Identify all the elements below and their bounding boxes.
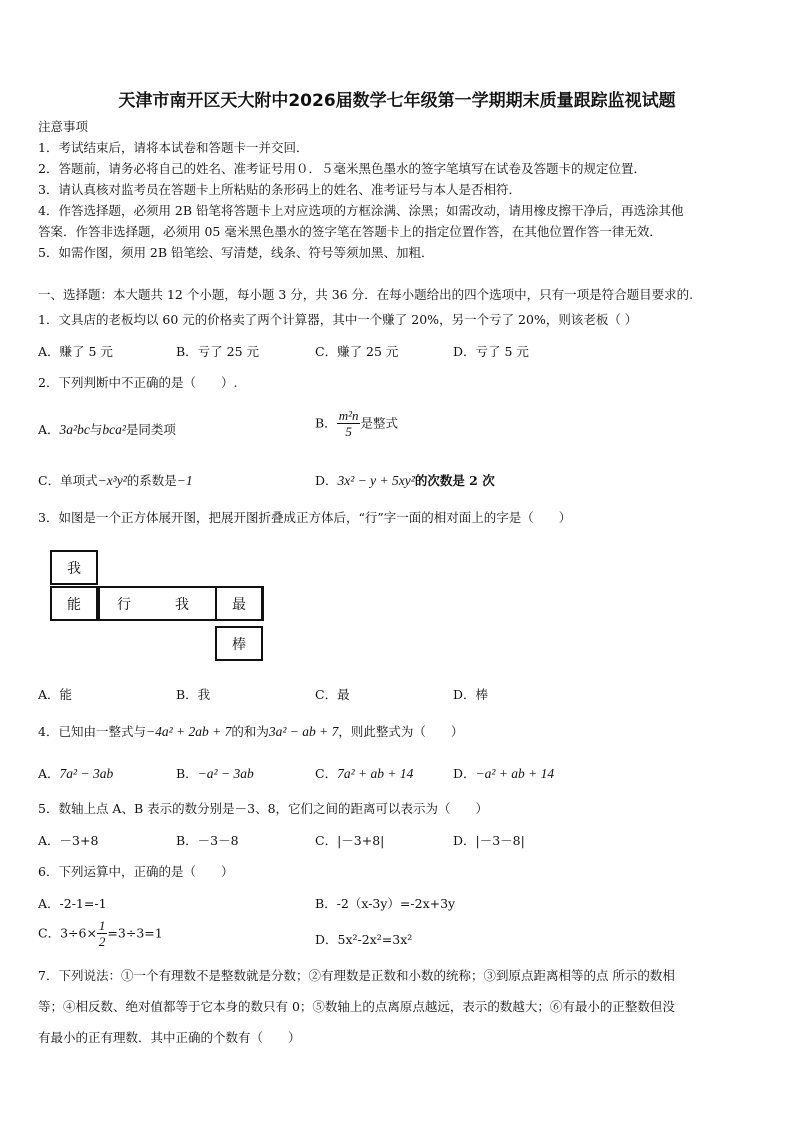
net-cell: 能 (50, 586, 98, 621)
q5-option-c: C．|－3+8| (315, 833, 385, 848)
q3-option-d: D．棒 (453, 687, 489, 702)
note-line: 3．请认真核对监考员在答题卡上所粘贴的条形码上的姓名、准考证号与本人是否相符． (38, 182, 521, 197)
net-divider (98, 586, 100, 621)
question-3-stem: 3．如图是一个正方体展开图，把展开图折叠成正方体后，“行”字一面的相对面上的字是（ ） (38, 510, 572, 525)
q5-option-a: A．－3+8 (38, 833, 99, 848)
note-line: 2．答题前，请务必将自己的姓名、准考证号用０．５毫米黑色墨水的签字笔填写在试卷及答题卡的规定位置． (38, 161, 646, 176)
q1-option-d: D．亏了 5 元 (453, 344, 529, 359)
question-6-stem: 6．下列运算中，正确的是（ ） (38, 864, 234, 879)
q4-option-d: D．−a² + ab + 14 (453, 766, 555, 781)
q2-option-c: C．单项式−x³y²的系数是−1 (38, 473, 193, 488)
note-line: 1．考试结束后，请将本试卷和答题卡一并交回． (38, 140, 309, 155)
question-7-line: 等；④相反数、绝对值都等于它本身的数只有 0；⑤数轴上的点离原点越远，表示的数越大；⑥有最小的正整数但没 (38, 999, 675, 1014)
q4-option-b: B．−a² − 3ab (176, 766, 254, 781)
net-cell: 我 (50, 550, 98, 585)
question-2-stem: 2．下列判断中不正确的是（ ）. (38, 375, 238, 390)
notes-heading: 注意事项 (38, 119, 89, 134)
q6-option-a: A．-2-1=-1 (38, 896, 107, 911)
net-cell: 行 (100, 586, 148, 621)
q6-option-b: B．-2（x-3y）=-2x+3y (315, 896, 456, 911)
question-7-line: 7．下列说法：①一个有理数不是整数就是分数；②有理数是正数和小数的统称；③到原点距离相等的点 所示的数相 (38, 968, 675, 983)
q6-option-d: D．5x²-2x²=3x² (315, 932, 413, 947)
question-4-stem: 4．已知由一整式与−4a² + 2ab + 7的和为3a² − ab + 7，则此整式为（ ） (38, 724, 464, 739)
q5-option-d: D．|－3－8| (453, 833, 525, 848)
note-line: 答案．作答非选择题，必须用 05 毫米黑色墨水的签字笔在答题卡上的指定位置作答，在其他位置作答一律无效． (38, 224, 662, 239)
q2-option-a: A．3a²bc与bca²是同类项 (38, 422, 176, 437)
question-7-line: 有最小的正有理数．其中正确的个数有（ ） (38, 1030, 301, 1045)
q3-option-b: B．我 (176, 687, 211, 702)
note-line: 5．如需作图，须用 2B 铅笔绘、写清楚，线条、符号等须加黑、加粗． (38, 245, 434, 260)
net-cell: 棒 (215, 626, 263, 661)
page-title: 天津市南开区天大附中2026届数学七年级第一学期期末质量跟踪监视试题 (118, 91, 676, 111)
q2-option-b: B． $\frac{\text{m²n}}{5}$ 是整式 (315, 408, 398, 439)
q4-option-c: C．7a² + ab + 14 (315, 766, 414, 781)
note-line: 4．作答选择题，必须用 2B 铅笔将答题卡上对应选项的方框涂满、涂黑；如需改动，请用橡皮擦干净后，再选涂其他 (38, 203, 684, 218)
section-heading: 一、选择题：本大题共 12 个小题，每小题 3 分，共 36 分．在每小题给出的四个选项中，只有一项是符合题目要求的. (38, 287, 694, 302)
net-cell: 最 (215, 586, 263, 621)
q1-option-c: C．赚了 25 元 (315, 344, 399, 359)
q3-option-c: C．最 (315, 687, 350, 702)
q3-option-a: A．能 (38, 687, 73, 702)
q1-option-a: A．赚了 5 元 (38, 344, 113, 359)
question-5-stem: 5．数轴上点 A、B 表示的数分别是－3、8，它们之间的距离可以表示为（ ） (38, 801, 489, 816)
q6-option-c: C．3÷6× $\frac{1}{2}$ =3÷3=1 (38, 918, 163, 949)
q1-option-b: B．亏了 25 元 (176, 344, 260, 359)
net-cell: 我 (158, 586, 206, 621)
question-1-stem: 1．文具店的老板均以 60 元的价格卖了两个计算器，其中一个赚了 20%，另一个亏了 20%，则该老板（ ） (38, 312, 638, 327)
q5-option-b: B．－3－8 (176, 833, 239, 848)
q2-option-d: D．3x² − y + 5xy²的次数是 2 次 (315, 473, 495, 488)
q4-option-a: A．7a² − 3ab (38, 766, 114, 781)
